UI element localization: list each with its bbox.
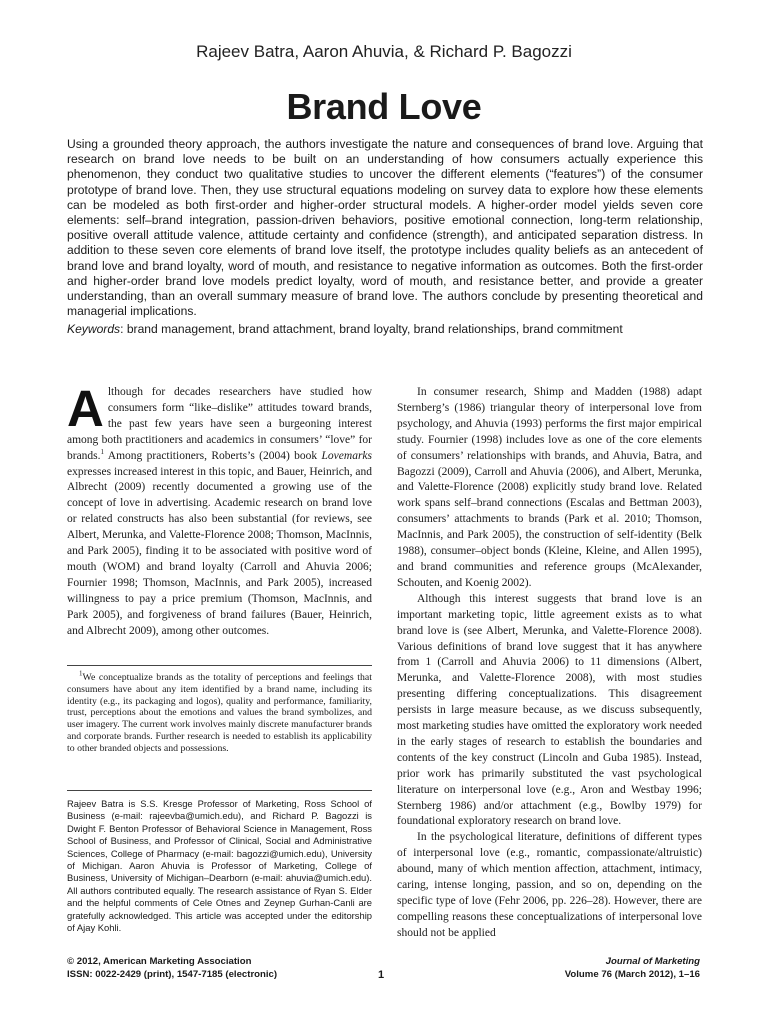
- intro-paragraph: [67, 380, 372, 640]
- footnote-marker: 1: [100, 447, 105, 456]
- right-paragraph-2: Although this interest suggests that brand love is an important marketing topic, little agreement exists as to what brand love is (see Albert, Merunka, and Valette-Florence 2008). Various definitions of brand love suggest that it has anywhere from 1 (Carroll and Ahuvia 2006) to 11 dimensions (Albert, Merunka, and Valette-Florence 2008), with most studies presenting differing conceptualizations. This disagreement persists in large measure because, as we discuss subsequently, most marketing studies have omitted the exploratory work needed in the early stages of research to establish the boundaries and contents of the key construct (Lincoln and Guba 1985). Instead, prior work has primarily substituted the vast psychological literature on interpersonal love (e.g., Aron and Westbay 1996; Sternberg 1986) and/or attachment (e.g., Bowlby 1979) for foundational exploratory research on brand love.: [397, 592, 702, 828]
- footnote-text: We conceptualize brands as the totality of perceptions and feelings that consumers have about any item identified by a brand name, including its identity (e.g., its packaging and logos), quality and performance, familiarity, trust, perceptions about the emotions and values the brand symbolizes, and user imagery. The current work involves mainly discrete manufacturer brands and corporate brands. Further research is needed to establish its applicability to other branded objects and possessions.: [67, 672, 372, 754]
- footer-left: [67, 956, 277, 981]
- intro-text-c: expresses increased interest in this topic, and Bauer, Heinrich, and Albrecht (2009) recently documented a growing use of the concept of love in advertising. Academic research on brand love or related constructs has also been substantial (for reviews, see Albert, Merunka, and Valette-Florence 2008; Thomson, MacInnis, and Park 2005), finding it to be associated with positive word of mouth (WOM) and brand loyalty (Carroll and Ahuvia 2006; Fournier 1998; Thomson, MacInnis, and Park 2005), increased willingness to pay a price premium (Thomson, MacInnis, and Park 2005), and forgiveness of brand failures (Bauer, Heinrich, and Albrecht 2009), among other outcomes.: [67, 465, 372, 637]
- journal-name: Journal of Marketing: [605, 956, 700, 967]
- drop-cap: A: [67, 380, 104, 437]
- footnote-number: 1: [79, 669, 83, 678]
- abstract: Using a grounded theory approach, the authors investigate the nature and consequences of brand love. Arguing that research on brand love needs to be built on an understanding of how consumers actually experience this phenomenon, they conduct two qualitative studies to uncover the different elements (“features”) of the consumer prototype of brand love. Then, they use structural equations modeling on survey data to explore how these elements can be modeled as both first-order and higher-order structural models. A higher-order model yields seven core elements: self–brand integration, passion-driven behaviors, positive emotional connection, long-term relationship, positive overall attitude valence, attitude certainty and confidence (strength), and anticipated separation distress. In addition to these seven core elements of brand love itself, the prototype includes quality beliefs as an antecedent of brand love and brand loyalty, word of mouth, and resistance to negative information as outcomes. Both the first-order and higher-order brand love models predict loyalty, word of mouth, and resistance better, and provide a greater understanding, than an overall summary measure of brand love. The authors conclude by presenting theoretical and managerial implications.: [67, 137, 703, 319]
- issn: ISSN: 0022-2429 (print), 1547-7185 (electronic): [67, 968, 278, 980]
- author-affiliations: Rajeev Batra is S.S. Kresge Professor of Marketing, Ross School of Business (e-mail: rajeevba@umich.edu), and Richard P. Bagozzi is Dwight F. Benton Professor of Behavioral Science in Management, Ross School of Business, and Professor of Clinical, Social and Administrative Sciences, College of Pharmacy (e-mail: bagozzi@umich.edu), University of Michigan. Aaron Ahuvia is Professor of Marketing, College of Business, University of Michigan–Dearborn (e-mail: ahuvia@umich.edu). All authors contributed equally. The research assistance of Ryan S. Elder and the helpful comments of Cele Otnes and Zeynep Gurhan-Canli are gratefully acknowledged. This article was accepted under the editorship of Ajay Kohli.: [67, 798, 372, 934]
- footnote: [67, 669, 372, 755]
- author-line: Rajeev Batra, Aaron Ahuvia, & Richard P. Bagozzi: [196, 42, 572, 61]
- right-paragraph-3: In the psychological literature, definitions of different types of interpersonal love (e.g., romantic, compassionate/altruistic) abound, many of which mention affection, attachment, intimacy, caring, intense longing, passion, and so on, depending on the specific type of love (Fehr 2006, pp. 226–28). However, there are compelling reasons these conceptualizations of interpersonal love should not be applied: [397, 831, 702, 939]
- copyright: © 2012, American Marketing Association: [67, 956, 252, 967]
- keywords-label: Keywords: [67, 322, 121, 336]
- volume-info: Volume 76 (March 2012), 1–16: [564, 968, 700, 980]
- keywords: [67, 322, 707, 337]
- intro-text-a: lthough for decades researchers have studied how consumers form “like–dislike” attitudes toward brands, the past few years have seen a burgeoning interest among both practitioners and academics in consumers’ “love” for brands.: [67, 386, 372, 462]
- right-column: [397, 385, 702, 942]
- right-paragraph-1: In consumer research, Shimp and Madden (1988) adapt Sternberg’s (1986) triangular theory of interpersonal love from psychology, and Ahuvia (1993) performs the first major empirical study. Fournier (1998) includes love as one of the core elements of consumers’ relationships with brands, and Ahuvia, Batra, and Bagozzi (2009), Carroll and Ahuvia (2006), and Albert, Merunka, and Valette-Florence (2008) explicitly study brand love. Related work spans self–brand connections (Escalas and Bettman 2003), consumers’ attachments to brands (Park et al. 2010; Thomson, MacInnis, and Park 2005), the construction of self-identity (Belk 1988), consumer–object bonds (Kleine, Kleine, and Allen 1995), and brand communities and reference groups (McAlexander, Schouten, and Koenig 2002).: [397, 386, 702, 589]
- keywords-list: : brand management, brand attachment, brand loyalty, brand relationships, brand commitment: [120, 322, 623, 336]
- footnote-divider: [67, 665, 372, 666]
- left-column: [67, 380, 372, 640]
- lovemarks-title: Lovemarks: [321, 449, 372, 462]
- page-number: 1: [378, 969, 385, 981]
- affiliation-divider: [67, 790, 372, 791]
- article-title: Brand Love: [286, 86, 482, 127]
- intro-text-b: Among practitioners, Roberts’s (2004) book: [104, 449, 322, 462]
- footer-right: [565, 956, 700, 981]
